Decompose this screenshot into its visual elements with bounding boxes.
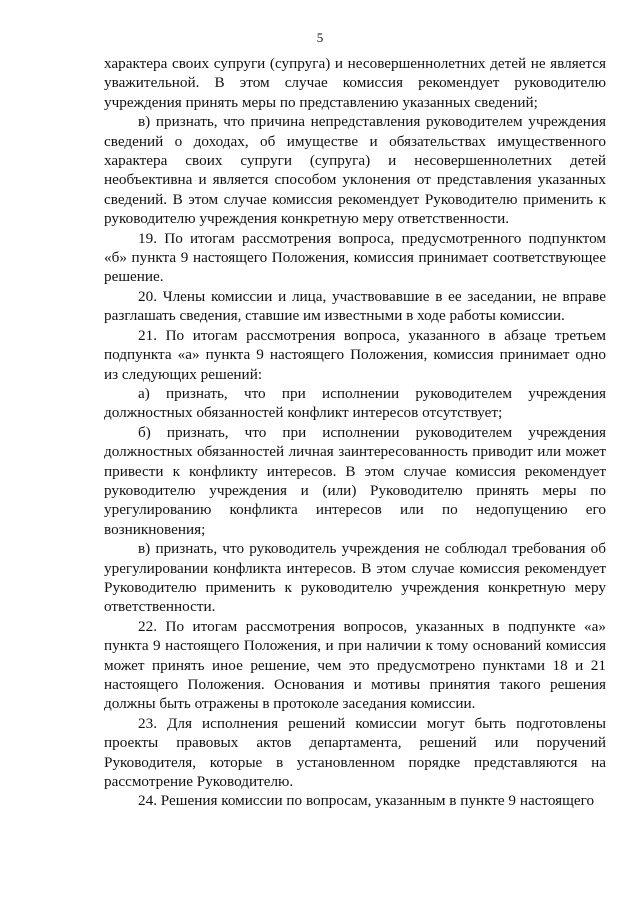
paragraph-21: 21. По итогам рассмотрения вопроса, указанного в абзаце третьем подпункта «а» пункта 9 настоящего Положения, комиссия принимает одно из следующих решений: — [104, 326, 606, 383]
paragraph-19: 19. По итогам рассмотрения вопроса, предусмотренного подпунктом «б» пункта 9 настоящего Положения, комиссия принимает соответствующее решение. — [104, 229, 606, 286]
page-number: 5 — [316, 30, 324, 45]
paragraph-24: 24. Решения комиссии по вопросам, указанным в пункте 9 настоящего — [138, 792, 595, 810]
paragraph-21-v: в) признать, что руководитель учреждения не соблюдал требования об урегулировании конфликта интересов. В этом случае комиссия рекомендует Руководителю применить к руководителю учреждения конкретную меру ответственности. — [104, 540, 606, 616]
paragraph-21-b: б) признать, что при исполнении руководителем учреждения должностных обязанностей личная заинтересованность приводит или может привести к конфликту интересов. В этом случае комиссия рекомендует руководителю учреждения и (или) Руководителю принять меры по урегулированию конфликта интересов или по недопущению его возникновения; — [104, 423, 606, 538]
paragraph-continuation: характера своих супруги (супруга) и несовершеннолетних детей не является уважительной. В этом случае комиссия рекомендует руководителю учреждения принять меры по представлению указанных сведений; — [104, 55, 606, 111]
document-body — [104, 54, 606, 811]
paragraph-21-a: а) признать, что при исполнении руководителем учреждения должностных обязанностей конфликт интересов отсутствует; — [104, 384, 606, 422]
paragraph-20: 20. Члены комиссии и лица, участвовавшие в ее заседании, не вправе разглашать сведения, ставшие им известными в ходе работы комиссии. — [104, 287, 606, 325]
paragraph-23: 23. Для исполнения решений комиссии могут быть подготовлены проекты правовых актов департамента, решений или поручений Руководителя, которые в установленном порядке представляются на рассмотрение Руководителю. — [104, 714, 606, 791]
paragraph-22: 22. По итогам рассмотрения вопросов, указанных в подпункте «а» пункта 9 настоящего Положения, и при наличии к тому оснований комиссия может принять иное решение, чем это предусмотрено пунктами 18 и 21 настоящего Положения. Основания и мотивы принятия такого решения должны быть отражены в протоколе заседания комиссии. — [104, 617, 606, 713]
paragraph-item-v-18: в) признать, что причина непредставления руководителем учреждения сведений о доходах, об имуществе и обязательствах имущественного характера своих супруги (супруга) и несовершеннолетних детей необъективна и является способом уклонения от представления указанных сведений. В этом случае комиссия рекомендует Руководителю применить к руководителю учреждения конкретную меру ответственности. — [104, 113, 606, 228]
